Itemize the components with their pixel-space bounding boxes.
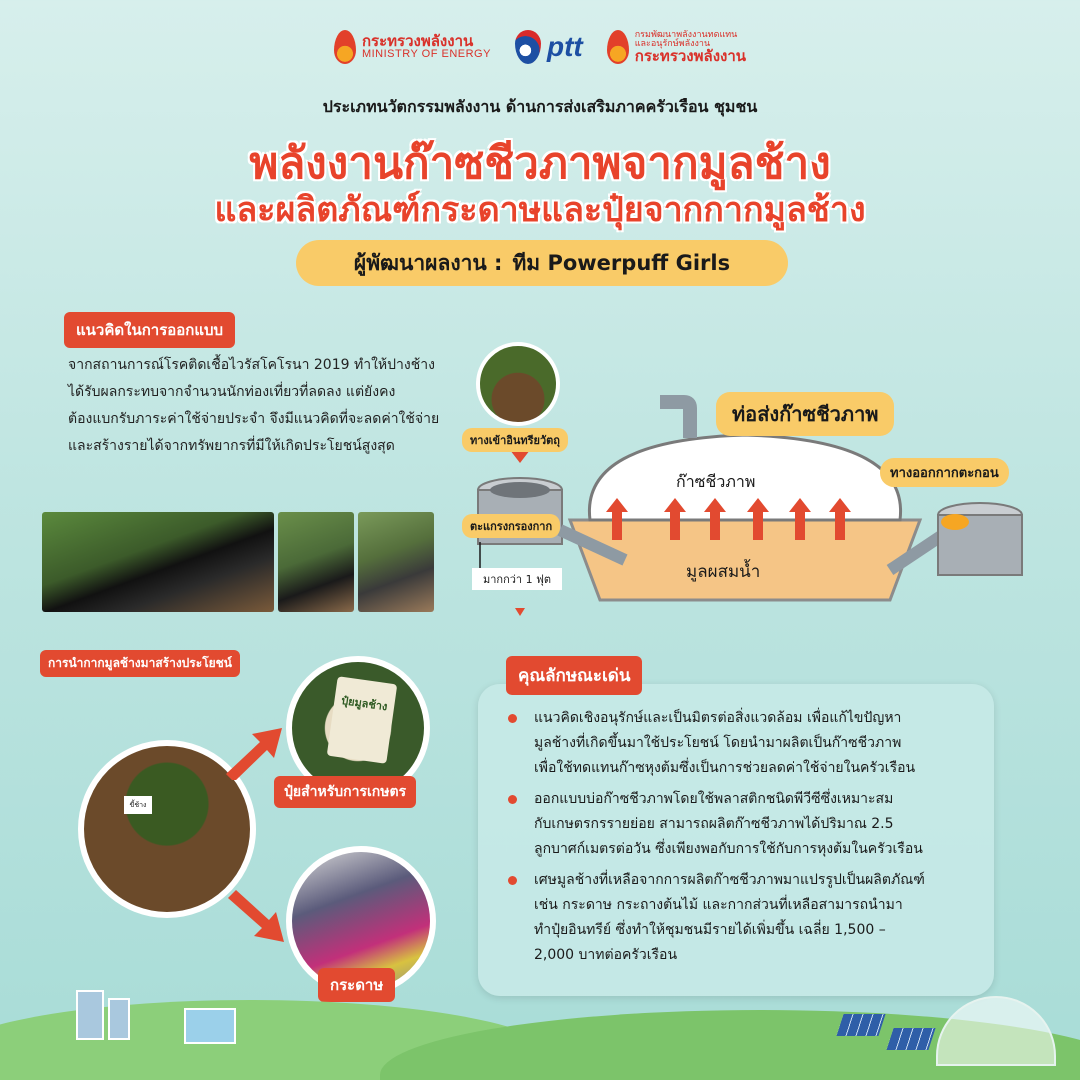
- silo-icon: [108, 998, 130, 1040]
- feature-line: ทำปุ๋ยอินทรีย์ ซึ่งทำให้ชุมชนมีรายได้เพิ่มขึ้น เฉลี่ย 1,500 –: [534, 922, 886, 938]
- ministry-of-energy-logo: [334, 30, 491, 64]
- inlet-label: ทางเข้าอินทรียวัตถุ: [462, 428, 568, 452]
- fertilizer-label: ปุ๋ยสำหรับการเกษตร: [274, 776, 416, 808]
- paper-label: กระดาษ: [318, 968, 395, 1002]
- logo1-english: MINISTRY OF ENERGY: [361, 48, 491, 61]
- silo-icon: [76, 990, 104, 1040]
- sign-label: ขี้ช้าง: [124, 796, 152, 814]
- sludge-output: [941, 514, 969, 530]
- solar-panel-icon: [836, 1014, 885, 1036]
- flame-icon: [607, 30, 629, 64]
- biogas-label: ก๊าซชีวภาพ: [676, 472, 756, 491]
- features-box: [478, 684, 994, 996]
- feature-line: เช่น กระดาษ กระถางต้นไม้ และกากส่วนที่เหลือสามารถนำมา: [534, 897, 903, 913]
- ptt-wordmark: ptt: [546, 31, 583, 63]
- feature-line: 2,000 บาทต่อครัวเรือน: [534, 947, 678, 963]
- flame-icon: [334, 30, 356, 64]
- developer-pill: [296, 240, 788, 286]
- logo3-line3: กระทรวงพลังงาน: [634, 47, 747, 65]
- biogas-bag-photo: [42, 512, 274, 612]
- feature-line: ลูกบาศก์เมตรต่อวัน ซึ่งเพียงพอกับการใช้กับการหุงต้มในครัวเรือน: [534, 841, 923, 857]
- filter-label: ตะแกรงกรองกาก: [462, 514, 560, 538]
- mixture-label: มูลผสมน้ำ: [686, 562, 761, 582]
- dede-logo: [607, 30, 746, 65]
- features-list: [508, 706, 972, 968]
- feature-item: [508, 868, 972, 968]
- depth-label: มากกว่า 1 ฟุต: [472, 568, 562, 590]
- feature-line: เพื่อใช้ทดแทนก๊าซหุงต้มซึ่งเป็นการช่วยลดค่าใช้จ่ายในครัวเรือน: [534, 760, 916, 776]
- feature-line: มูลช้างที่เกิดขึ้นมาใช้ประโยชน์ โดยนำมาผลิตเป็นก๊าซชีวภาพ: [534, 735, 902, 751]
- concept-line: จากสถานการณ์โรคติดเชื้อไวรัสโคโรนา 2019 ทำให้ปางช้าง: [68, 357, 435, 373]
- arrow-to-fertilizer: [220, 720, 290, 780]
- fertilizer-package-text: ปุ๋ยมูลช้าง: [327, 676, 398, 764]
- features-heading: คุณลักษณะเด่น: [506, 656, 642, 695]
- feature-line: แนวคิดเชิงอนุรักษ์และเป็นมิตรต่อสิ่งแวดล้อม เพื่อแก้ไขปัญหา: [534, 710, 902, 726]
- solar-panel-icon: [886, 1028, 935, 1050]
- feature-line: เศษมูลช้างที่เหลือจากการผลิตก๊าซชีวภาพมาแปรรูปเป็นผลิตภัณฑ์: [534, 872, 925, 888]
- feature-line: ออกแบบบ่อก๊าซชีวภาพโดยใช้พลาสติกชนิดพีวีซีซึ่งเหมาะสม: [534, 791, 894, 807]
- small-greenhouse-icon: [184, 1008, 236, 1044]
- ptt-logo: [515, 30, 583, 64]
- team-photo: [278, 512, 354, 612]
- category-heading: ประเภทนวัตกรรมพลังงาน ด้านการส่งเสริมภาคครัวเรือน ชุมชน: [322, 97, 758, 116]
- main-title-line2: และผลิตภัณฑ์กระดาษและปุ๋ยจากกากมูลช้าง: [214, 190, 866, 230]
- logo1-thai: กระทรวงพลังงาน: [361, 32, 474, 50]
- inlet-material-photo: [476, 342, 560, 426]
- feature-item: [508, 706, 972, 781]
- benefits-heading: การนำกากมูลช้างมาสร้างประโยชน์: [40, 650, 240, 677]
- developer-label: ผู้พัฒนาผลงาน :: [353, 250, 503, 275]
- concept-text: [68, 352, 468, 460]
- concept-line: และสร้างรายได้จากทรัพยากรที่มีให้เกิดประโยชน์สูงสุด: [68, 438, 395, 454]
- feature-item: [508, 787, 972, 862]
- greenhouse-icon: [936, 996, 1056, 1066]
- logo-row: [0, 30, 1080, 65]
- gas-pipe-label: ท่อส่งก๊าซชีวภาพ: [716, 392, 894, 436]
- feature-line: กับเกษตรกรรายย่อย สามารถผลิตก๊าซชีวภาพได้ปริมาณ 2.5: [534, 816, 894, 832]
- outlet-label: ทางออกกากตะกอน: [880, 458, 1009, 487]
- concept-line: ได้รับผลกระทบจากจำนวนนักท่องเที่ยวที่ลดลง แต่ยังคง: [68, 384, 396, 400]
- main-title-line1: พลังงานก๊าซชีวภาพจากมูลช้าง: [249, 138, 831, 189]
- ptt-drop-icon: [515, 30, 541, 64]
- arrow-to-paper: [222, 890, 292, 950]
- logo3-line2: และอนุรักษ์พลังงาน: [634, 38, 711, 49]
- workers-photo: [358, 512, 434, 612]
- logo3-line1: กรมพัฒนาพลังงานทดแทน: [634, 29, 738, 39]
- developer-name: ทีม Powerpuff Girls: [512, 250, 731, 275]
- concept-heading: แนวคิดในการออกแบบ: [64, 312, 235, 348]
- gas-pipe: [660, 402, 690, 438]
- concept-line: ต้องแบกรับภาระค่าใช้จ่ายประจำ จึงมีแนวคิดที่จะลดค่าใช้จ่าย: [68, 411, 440, 427]
